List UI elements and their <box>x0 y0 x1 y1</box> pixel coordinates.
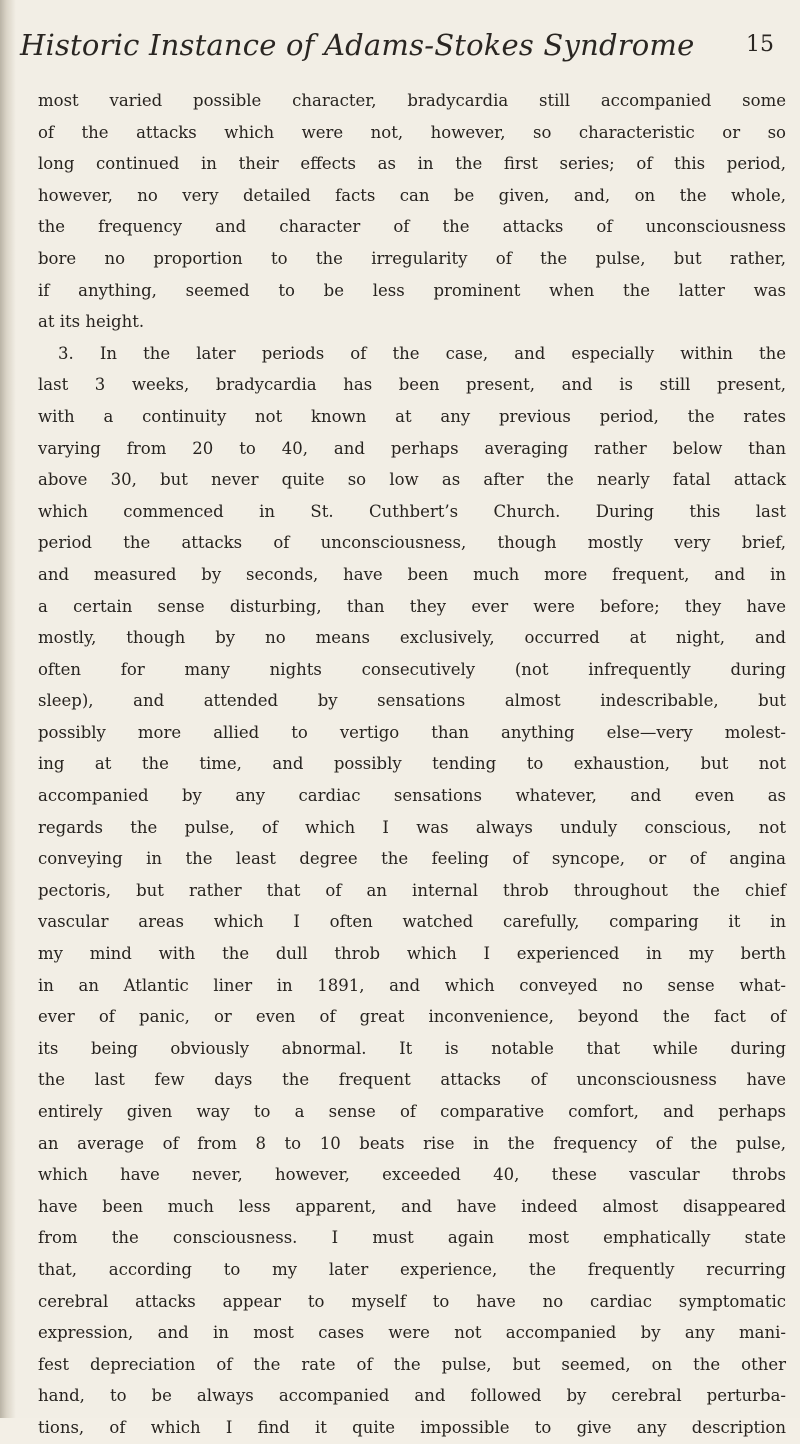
text-line: which have never, however, exceeded 40, these vascular throbs <box>38 1165 786 1185</box>
text-line: its being obviously abnormal. It is notable that while during <box>38 1038 786 1058</box>
text-line: the last few days the frequent attacks of unconsciousness have <box>38 1070 786 1090</box>
text-line: with a continuity not known at any previous period, the rates <box>38 406 786 426</box>
text-line: pectoris, but rather that of an internal throb throughout the chief <box>38 880 786 900</box>
text-line: cerebral attacks appear to myself to have no cardiac symptomatic <box>38 1291 786 1311</box>
text-line: if anything, seemed to be less prominent when the latter was <box>38 280 786 300</box>
text-line: conveying in the least degree the feeling of syncope, or of angina <box>38 849 786 869</box>
text-line: my mind with the dull throb which I experienced in my berth <box>38 944 786 964</box>
text-line: however, no very detailed facts can be given, and, on the whole, <box>38 185 786 205</box>
text-line: above 30, but never quite so low as after the nearly fatal attack <box>38 470 786 490</box>
text-line: fest depreciation of the rate of the pulse, but seemed, on the other <box>38 1354 786 1374</box>
text-line: vascular areas which I often watched carefully, comparing it in <box>38 912 786 932</box>
text-line: from the consciousness. I must again most emphatically state <box>38 1228 786 1248</box>
text-line: ing at the time, and possibly tending to exhaustion, but not <box>38 754 786 774</box>
text-line: of the attacks which were not, however, so characteristic or so <box>38 122 786 142</box>
text-line: that, according to my later experience, the frequently recurring <box>38 1259 786 1279</box>
text-line: expression, and in most cases were not accompanied by any mani- <box>38 1323 786 1343</box>
text-line: entirely given way to a sense of comparative comfort, and perhaps <box>38 1102 786 1121</box>
page-header <box>20 20 780 68</box>
text-line: regards the pulse, of which I was always unduly conscious, not <box>38 817 786 837</box>
text-line: accompanied by any cardiac sensations whatever, and even as <box>38 786 786 806</box>
page-number: 15 <box>746 32 774 57</box>
text-line: varying from 20 to 40, and perhaps averaging rather below than <box>38 438 786 458</box>
text-line: in an Atlantic liner in 1891, and which conveyed no sense what- <box>38 975 786 995</box>
text-line: hand, to be always accompanied and followed by cerebral perturba- <box>38 1386 786 1406</box>
text-line: and measured by seconds, have been much more frequent, and in <box>38 564 786 584</box>
text-line: the frequency and character of the attacks of unconsciousness <box>38 217 786 237</box>
running-title: Historic Instance of Adams-Stokes Syndrome <box>20 28 695 62</box>
text-line: possibly more allied to vertigo than anything else—very molest- <box>38 722 786 742</box>
text-line: an average of from 8 to 10 beats rise in the frequency of the pulse, <box>38 1133 786 1153</box>
text-line: long continued in their effects as in the first series; of this period, <box>38 154 786 174</box>
text-line: often for many nights consecutively (not infrequently during <box>38 659 786 679</box>
text-line: mostly, though by no means exclusively, occurred at night, and <box>38 628 786 648</box>
text-line: period the attacks of unconsciousness, though mostly very brief, <box>38 533 786 553</box>
text-line: sleep), and attended by sensations almost indescribable, but <box>38 691 786 711</box>
text-line: ever of panic, or even of great inconvenience, beyond the fact of <box>38 1007 786 1027</box>
text-line: most varied possible character, bradycardia still accompanied some <box>38 91 786 110</box>
text-line: have been much less apparent, and have indeed almost disappeared <box>38 1196 786 1216</box>
body-text <box>38 85 786 1444</box>
text-line: 3. In the later periods of the case, and especially within the <box>58 343 786 363</box>
text-line: a certain sense disturbing, than they ever were before; they have <box>38 596 786 616</box>
binding-gutter-shadow <box>0 0 16 1418</box>
text-line: which commenced in St. Cuthbert’s Church. During this last <box>38 501 786 521</box>
text-line: at its height. <box>38 312 145 332</box>
text-line: tions, of which I find it quite impossible to give any description <box>38 1417 786 1437</box>
text-line: bore no proportion to the irregularity of the pulse, but rather, <box>38 248 786 268</box>
text-line: last 3 weeks, bradycardia has been present, and is still present, <box>38 375 786 395</box>
